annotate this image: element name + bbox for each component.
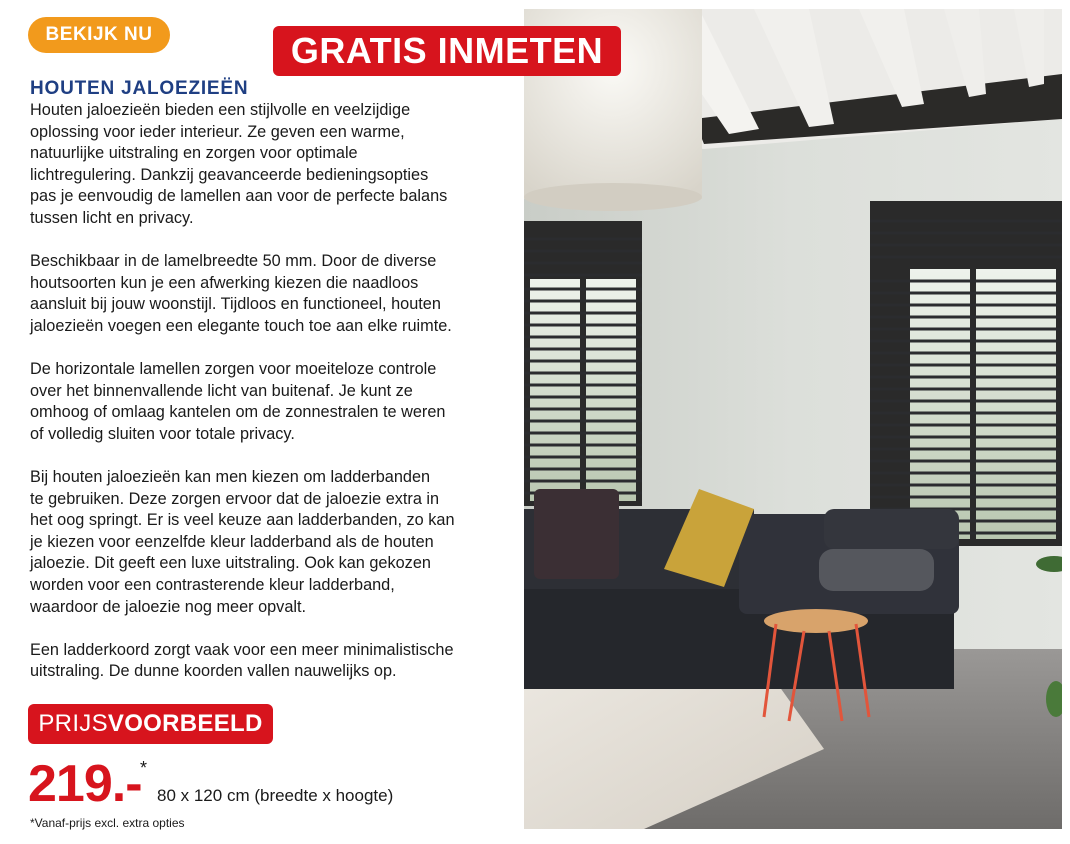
paragraph-ladder-tapes: Bij houten jaloezieën kan men kiezen om ladderbanden te gebruiken. Deze zorgen ervoor dat de jaloezie extra in het oog springt. Er is veel keuze aan ladderbanden, zo kan je kiezen voor eenzelfde kleur ladderband als de houten jaloezie. Dit geeft een luxe uitstraling. Ook kan gekozen worden voor een contrasterende kleur ladderband, waardoor de jaloezie nog meer opvalt.	[30, 468, 455, 616]
living-room-illustration	[524, 9, 1062, 829]
price-badge-bold: VOORBEELD	[107, 710, 263, 737]
paragraph-availability: Beschikbaar in de lamelbreedte 50 mm. Door de diverse houtsoorten kun je een afwerking kiezen die naadloos aansluit bij jouw woonstijl. Tijdloos en functioneel, houten jaloezieën voegen een elegante touch toe aan elke ruimte.	[30, 252, 452, 335]
bekijk-nu-button[interactable]: BEKIJK NU	[28, 17, 170, 53]
gratis-inmeten-banner: GRATIS INMETEN	[273, 26, 621, 76]
paragraph-light-control: De horizontale lamellen zorgen voor moeiteloze controle over het binnenvallende licht van buitenaf. Je kunt ze omhoog of omlaag kantelen om de zonnestralen te weren of volledig sluiten voor totale privacy.	[30, 360, 446, 443]
paragraph-ladder-cord: Een ladderkoord zorgt vaak voor een meer minimalistische uitstraling. De dunne koorden vallen nauwelijks op.	[30, 640, 454, 681]
price-footnote: *Vanaf-prijs excl. extra opties	[30, 816, 185, 830]
paragraph-intro: Houten jaloezieën bieden een stijlvolle en veelzijdige oplossing voor ieder interieur. Ze geven een warme, natuurlijke uitstraling en zorgen voor optimale lichtregulering. Dankzij geavanceerde bedieningsopties pas je eenvoudig de lamellen aan voor de perfecte balans tussen licht en privacy.	[30, 101, 448, 227]
page-title: HOUTEN JALOEZIEËN	[30, 78, 249, 99]
price-value: 219.-	[28, 755, 142, 813]
price-asterisk: *	[140, 758, 148, 778]
product-description	[30, 100, 510, 705]
living-room-photo	[524, 9, 1062, 829]
price-dimensions: 80 x 120 cm (breedte x hoogte)	[157, 786, 394, 805]
price-badge-light: PRIJS	[38, 710, 108, 737]
price-example-badge	[28, 704, 273, 744]
